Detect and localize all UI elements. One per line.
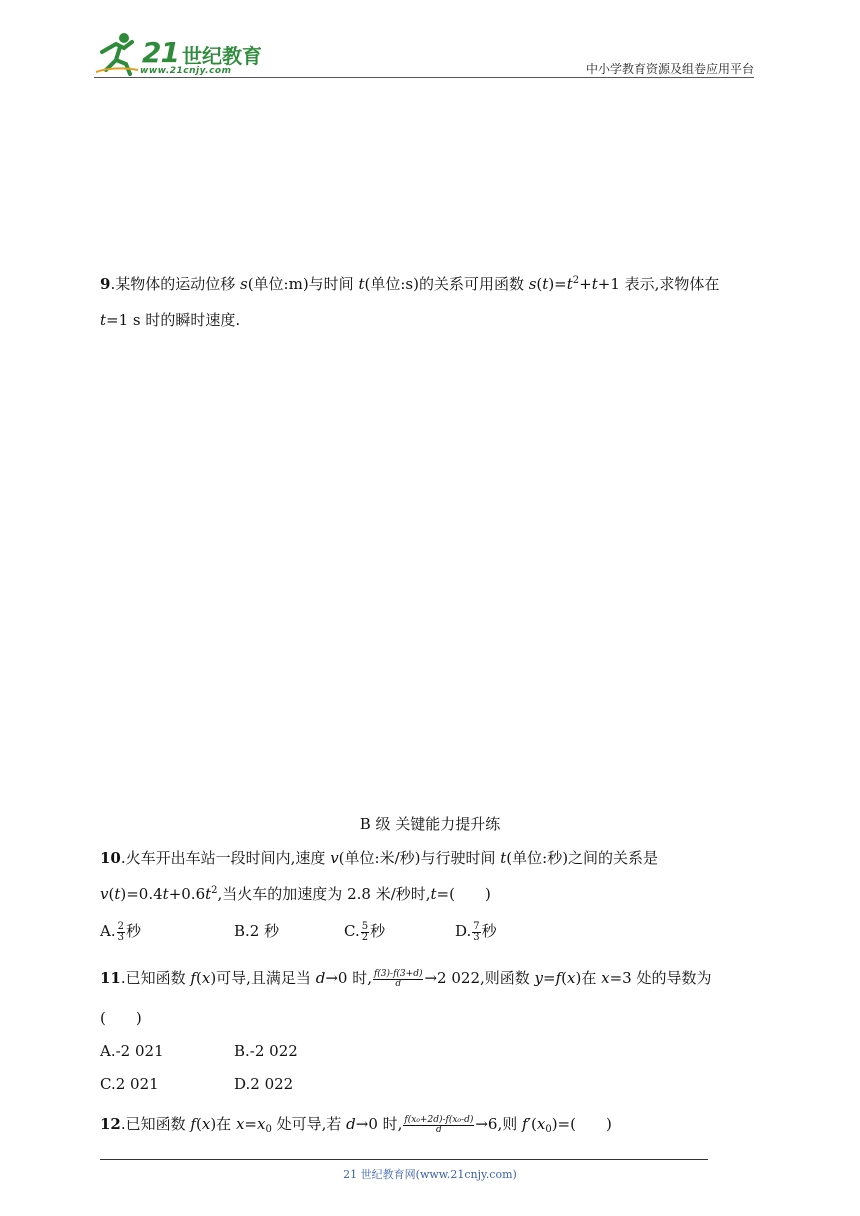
limit-fraction: $\frac{\text{f(x₀+2d)-f(x₀-d)}}{d}$	[404, 1114, 474, 1135]
question-11-line2: ( )	[100, 1009, 142, 1027]
question-number: 10	[100, 849, 121, 867]
option-d[interactable]: D.2 022	[234, 1075, 294, 1093]
runner-icon	[94, 30, 140, 76]
question-number: 12	[100, 1115, 121, 1133]
function-expression: $s(t)=t^2+t+1$	[528, 275, 620, 293]
question-number: 11	[100, 969, 121, 987]
question-10-line1: 10.火车开出车站一段时间内,速度 v(单位:米/秒)与行驶时间 t(单位:秒)之间的关系是	[100, 849, 659, 867]
option-b[interactable]: B.-2 022	[234, 1042, 298, 1060]
footer-divider	[100, 1159, 708, 1160]
question-9-line2: t=1 s 时的瞬时速度.	[100, 311, 241, 329]
question-10	[100, 840, 764, 912]
option-c[interactable]: C.2 021	[100, 1075, 159, 1093]
limit-fraction: $\frac{f(3)-f(3+d)}{d}$	[373, 968, 423, 989]
question-12-line1: 12.已知函数 f(x)在 $x=x_0$ 处可导,若 d→0 时, $\frac{\text{f(x₀+2d)-f(x₀-d)}}{d}$ →6,则 $f'(x_0)=$( )	[100, 1114, 612, 1135]
question-9-line1: 9.某物体的运动位移 s(单位:m)与时间 t(单位:s)的关系可用函数 $s(t)=t^2+t+1$ 表示,求物体在	[100, 275, 720, 293]
option-a[interactable]: A.-2 021	[100, 1042, 164, 1060]
question-10-line2: $v(t)=0.4t+0.6t^2$,当火车的加速度为 2.8 米/秒时,t=( )	[100, 885, 491, 903]
logo-text: 世纪教育	[182, 44, 262, 68]
section-title: B 级 关键能力提升练	[359, 815, 501, 833]
logo-number: 21	[142, 36, 179, 69]
question-9	[100, 266, 764, 338]
option-b[interactable]: B.2 秒	[234, 922, 280, 940]
question-11-line1: 11.已知函数 f(x)可导,且满足当 d→0 时, $\frac{f(3)-f(3+d)}{d}$ →2 022,则函数 y=f(x)在 x=3 处的导数为	[100, 968, 712, 989]
question-11	[100, 958, 764, 1038]
header-divider	[94, 77, 754, 78]
option-c[interactable]: C. $\frac{5}{2}$ 秒	[344, 920, 386, 943]
site-logo	[94, 30, 264, 78]
question-number: 9	[100, 275, 111, 293]
logo-url: www.21cnjy.com	[140, 66, 232, 76]
option-d[interactable]: D. $\frac{7}{3}$ 秒	[455, 920, 497, 943]
page-header	[94, 30, 754, 78]
option-a[interactable]: A. $\frac{2}{3}$ 秒	[100, 920, 141, 943]
footer-link[interactable]: 21 世纪教育网(www.21cnjy.com)	[343, 1168, 517, 1181]
header-slogan: 中小学教育资源及组卷应用平台	[585, 62, 754, 76]
question-12	[100, 1106, 764, 1142]
